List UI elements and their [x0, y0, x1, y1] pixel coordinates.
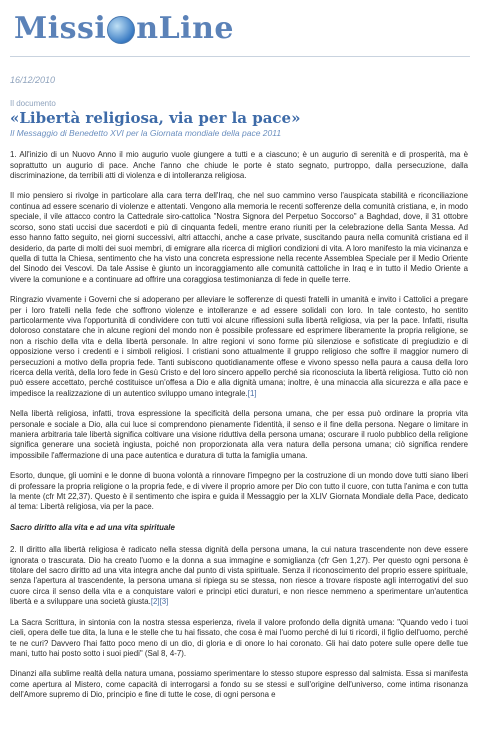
- logo-text-left: Missi: [14, 11, 107, 46]
- paragraph-5: Esorto, dunque, gli uomini e le donne di buona volontà a rinnovare l'impegno per la costruzione di un mondo dove tutti siano liberi di professare la propria religione o la propria fede, e di vivere il proprio amore per Dio con tutto il cuore, con tutta l'anima e con tutta la mente (cfr Mt 22,37). Questo è il sentimento che ispira e guida il Messaggio per la XLIV Giornata Mondiale della Pace, dedicato al tema: Libertà religiosa, via per la pace.: [10, 471, 468, 512]
- article-subtitle: Il Messaggio di Benedetto XVI per la Giornata mondiale della pace 2011: [10, 128, 282, 139]
- footnote-link-2[interactable]: [2]: [150, 597, 160, 607]
- globe-icon: [107, 16, 135, 44]
- paragraph-2: Il mio pensiero si rivolge in particolare alla cara terra dell'Iraq, che nel suo cammino verso l'auspicata stabilità e riconciliazione continua ad essere scenario di violenze e attentati. Vengono alla memoria le recenti sofferenze della comunità cristiana, e, in modo speciale, il vile attacco contro la Cattedrale siro-cattolica "Nostra Signora del Perpetuo Soccorso" a Baghdad, dove, il 31 ottobre scorso, sono stati uccisi due sacerdoti e più di cinquanta fedeli, mentre erano riuniti per la celebrazione della Santa Messa. Ad esso hanno fatto seguito, nei giorni successivi, altri attacchi, anche a case private, suscitando paura nella comunità cristiana ed il desiderio, da parte di molti dei suoi membri, di emigrare alla ricerca di migliori condizioni di vita. A loro manifesto la mia vicinanza e quella di tutta la Chiesa, sentimento che ha visto una concreta espressione nella recente Assemblea Speciale per il Medio Oriente del Sinodo dei Vescovi. Da tale Assise è giunto un incoraggiamento alle comunità cattoliche in Iraq e in tutto il Medio Oriente a vivere la comunione e a continuare ad offrire una coraggiosa testimonianza di fede in quelle terre.: [10, 191, 468, 284]
- site-logo[interactable]: [14, 11, 234, 46]
- footnote-link-3[interactable]: [3]: [159, 597, 169, 607]
- section-label: Il documento: [10, 99, 56, 108]
- paragraph-7: La Sacra Scrittura, in sintonia con la nostra stessa esperienza, rivela il valore profondo della dignità umana: "Quando vedo i tuoi cieli, opera delle tue dita, la luna e le stelle che tu hai fissato, che cosa è mai l'uomo perché di lui ti ricordi, il figlio dell'uomo, perché te ne curi? Davvero l'hai fatto poco meno di un dio, di gloria e di onore lo hai coronato. Gli hai dato potere sulle opere delle tue mani, tutto hai posto sotto i suoi piedi" (Sal 8, 4-7).: [10, 617, 468, 658]
- section-heading: Sacro diritto alla vita e ad una vita spirituale: [10, 522, 175, 532]
- paragraph-6: [10, 545, 468, 607]
- header-divider: [10, 56, 470, 57]
- footnote-link-1[interactable]: [1]: [247, 388, 257, 398]
- masthead: [0, 0, 480, 52]
- paragraph-3-text: Ringrazio vivamente i Governi che si adoperano per alleviare le sofferenze di questi fratelli in umanità e invito i Cattolici a pregare per i loro fratelli nella fede che soffrono violenze e intolleranze e ad essere solidali con loro. In tale contesto, ho sentito particolarmente viva l'opportunità di condividere con tutti voi alcune riflessioni sulla libertà religiosa, via per la pace. Infatti, risulta doloroso constatare che in alcune regioni del mondo non è possibile professare ed esprimere liberamente la propria religione, se non a rischio della vita e della libertà personale. In altre regioni vi sono forme più silenziose e sofisticate di pregiudizio e di opposizione verso i credenti e i simboli religiosi. I cristiani sono attualmente il gruppo religioso che soffre il maggior numero di persecuzioni a motivo della propria fede. Tanti subiscono quotidianamente offese e vivono spesso nella paura a causa della loro ricerca della verità, della loro fede in Gesù Cristo e del loro sincero appello perché sia riconosciuta la libertà religiosa. Tutto ciò non può essere accettato, perché costituisce un'offesa a Dio e alla dignità umana; inoltre, è una minaccia alla sicurezza e alla pace e impedisce la realizzazione di un autentico sviluppo umano integrale.: [10, 295, 468, 398]
- article-title: «Libertà religiosa, via per la pace»: [10, 109, 301, 127]
- article-date: 16/12/2010: [10, 75, 56, 85]
- paragraph-8: Dinanzi alla sublime realtà della natura umana, possiamo sperimentare lo stesso stupore espresso dal salmista. Essa si manifesta come apertura al Mistero, come capacità di interrogarsi a fondo su se stessi e sull'origine dell'universo, come intima risonanza dell'Amore supremo di Dio, principio e fine di tutte le cose, di ogni persona e: [10, 669, 468, 700]
- paragraph-1: 1. All'inizio di un Nuovo Anno il mio augurio vuole giungere a tutti e a ciascuno; è un augurio di serenità e di prosperità, ma è soprattutto un augurio di pace. Anche l'anno che chiude le porte è stato segnato, purtroppo, dalla persecuzione, dalla discriminazione, da terribili atti di violenza e di intolleranza religiosa.: [10, 150, 468, 181]
- paragraph-3: [10, 295, 468, 399]
- logo-text-right: nLine: [136, 11, 234, 46]
- paragraph-6-text: 2. Il diritto alla libertà religiosa è radicato nella stessa dignità della persona umana, la cui natura trascendente non deve essere ignorata o trascurata. Dio ha creato l'uomo e la donna a sua immagine e somiglianza (cfr Gen 1,27). Per questo ogni persona è titolare del sacro diritto ad una vita integra anche dal punto di vista spirituale. Senza il riconoscimento del proprio essere spirituale, senza l'apertura al trascendente, la persona umana si ripiega su se stessa, non riesce a trovare risposte agli interrogativi del suo cuore circa il senso della vita e a conquistare valori e principi etici duraturi, e non riesce nemmeno a sperimentare un'autentica libertà e a sviluppare una società giusta.: [10, 545, 468, 607]
- paragraph-4: Nella libertà religiosa, infatti, trova espressione la specificità della persona umana, che per essa può ordinare la propria vita personale e sociale a Dio, alla cui luce si comprendono pienamente l'identità, il senso e il fine della persona. Negare o limitare in maniera arbitraria tale libertà significa coltivare una visione riduttiva della persona umana; oscurare il ruolo pubblico della religione significa generare una società ingiusta, poiché non proporzionata alla vera natura della persona umana; ciò significa rendere impossibile l'affermazione di una pace autentica e duratura di tutta la famiglia umana.: [10, 409, 468, 460]
- article-body: [10, 150, 468, 700]
